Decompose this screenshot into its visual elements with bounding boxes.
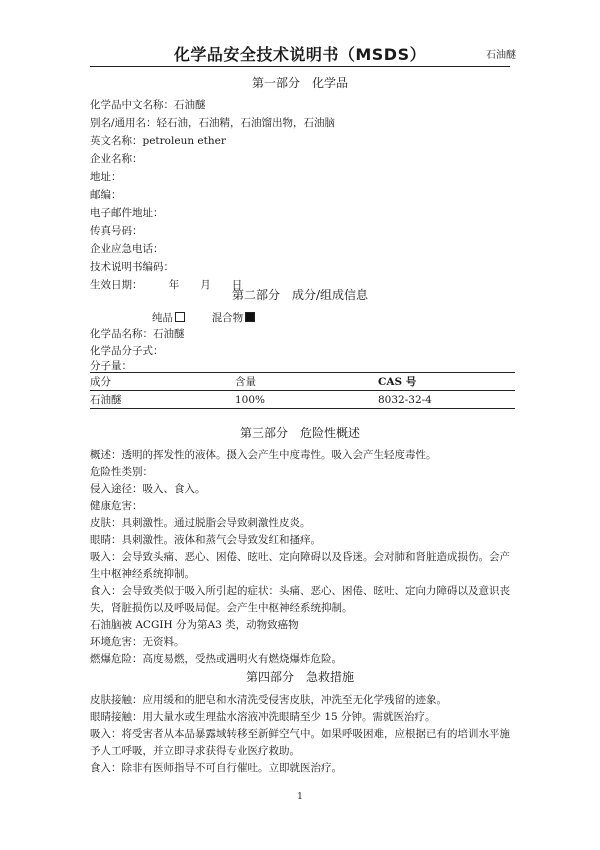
section-title-part4: 第四部分 急救措施 (245, 670, 354, 684)
table-header-cell: 含量 (235, 373, 378, 391)
header-product-name: 石油醚 (486, 50, 516, 61)
hazard-paragraph: 石油脑被 ACGIH 分为第A3 类，动物致癌物 (90, 619, 299, 631)
info-line: 邮编： (90, 189, 122, 201)
table-cell: 100% (235, 391, 378, 409)
info-line: 地址： (90, 171, 122, 183)
table-header-cell: CAS 号 (378, 373, 515, 391)
pure-checkbox (175, 312, 185, 322)
first-aid-paragraph: 眼睛接触：用大量水或生理盐水溶液冲洗眼睛至少 15 分钟。需就医治疗。 (90, 711, 436, 723)
first-aid-paragraph: 食入：除非有医师指导不可自行催吐。立即就医治疗。 (90, 762, 342, 774)
hazard-paragraph: 食入：会导致类似于吸入所引起的症状：头痛、恶心、困倦、昡吐、定向力障碍以及意识丧失，肾脏损伤以及呼吸局促。会产生中枢神经系统抑制。 (90, 585, 510, 614)
section-title-part3: 第三部分 危险性概述 (239, 426, 360, 440)
info-line: 别名/通用名：轻石油，石油精，石油馏出物，石油脑 (90, 117, 336, 129)
document-title: 化学品安全技术说明书（MSDS） (173, 45, 427, 64)
table-header-cell: 成分 (90, 373, 235, 391)
info-line: 化学品中文名称：石油醚 (90, 99, 206, 111)
mixture-label: 混合物 (211, 312, 244, 324)
info-line: 生效日期： 年 月 日 (90, 279, 243, 291)
info-line: 技术说明书编码： (90, 261, 174, 273)
table-row (90, 391, 515, 409)
page-header (90, 40, 516, 67)
hazard-paragraph: 健康危害： (90, 500, 143, 512)
hazard-paragraph: 概述：透明的挥发性的液体。摄入会产生中度毒性。吸入会产生轻度毒性。 (90, 449, 437, 461)
hazard-paragraph: 皮肤：具刺激性。通过脱脂会导致刺激性皮炎。 (90, 517, 311, 529)
first-aid-paragraph: 皮肤接触：应用缓和的肥皂和水清洗受侵害皮肤，冲洗至无化学残留的迹象。 (90, 694, 447, 706)
pure-label: 纯品 (152, 312, 173, 324)
table-cell: 石油醚 (90, 391, 235, 409)
info-line: 企业应急电话： (90, 243, 164, 255)
section-title-part2: 第二部分 成分/组成信息 (231, 288, 369, 302)
table-cell: 8032-32-4 (378, 391, 515, 409)
info-line: 传真号码： (90, 225, 143, 237)
hazard-paragraph: 眼睛：具刺激性。液体和蒸气会导致发红和搔痒。 (90, 534, 321, 546)
hazard-paragraph: 吸入：会导致头痛、恶心、困倦、昡吐、定向障碍以及昏迷。会对肺和肾脏造成损伤。会产生中枢神经系统抑制。 (90, 551, 510, 580)
info-line: 电子邮件地址： (90, 207, 164, 219)
first-aid-paragraph: 吸入：将受害者从本品暴露域转移至新鲜空气中。如果呼吸困难，应根据已有的培训水平施予人工呼吸，并立即寻求获得专业医疗救助。 (90, 728, 510, 757)
hazard-paragraph: 危险性类别： (90, 466, 153, 478)
info-line: 化学品名称：石油醚 (90, 328, 185, 340)
hazard-paragraph: 燃爆危险：高度易燃，受热或遇明火有燃烧爆炸危险。 (90, 653, 342, 665)
table-header-row (90, 373, 515, 391)
composition-table (90, 372, 515, 409)
info-line: 英文名称：petroleun ether (90, 135, 226, 147)
section-title-part1: 第一部分 化学品 (251, 76, 348, 90)
mixture-checkbox (245, 312, 255, 322)
info-line: 化学品分子式： (90, 345, 164, 357)
page-number: 1 (297, 792, 303, 802)
info-line: 企业名称： (90, 153, 143, 165)
info-line: 分子量： (90, 360, 132, 372)
hazard-paragraph: 环境危害：无资料。 (90, 636, 185, 648)
hazard-paragraph: 侵入途径：吸入、食入。 (90, 483, 206, 495)
